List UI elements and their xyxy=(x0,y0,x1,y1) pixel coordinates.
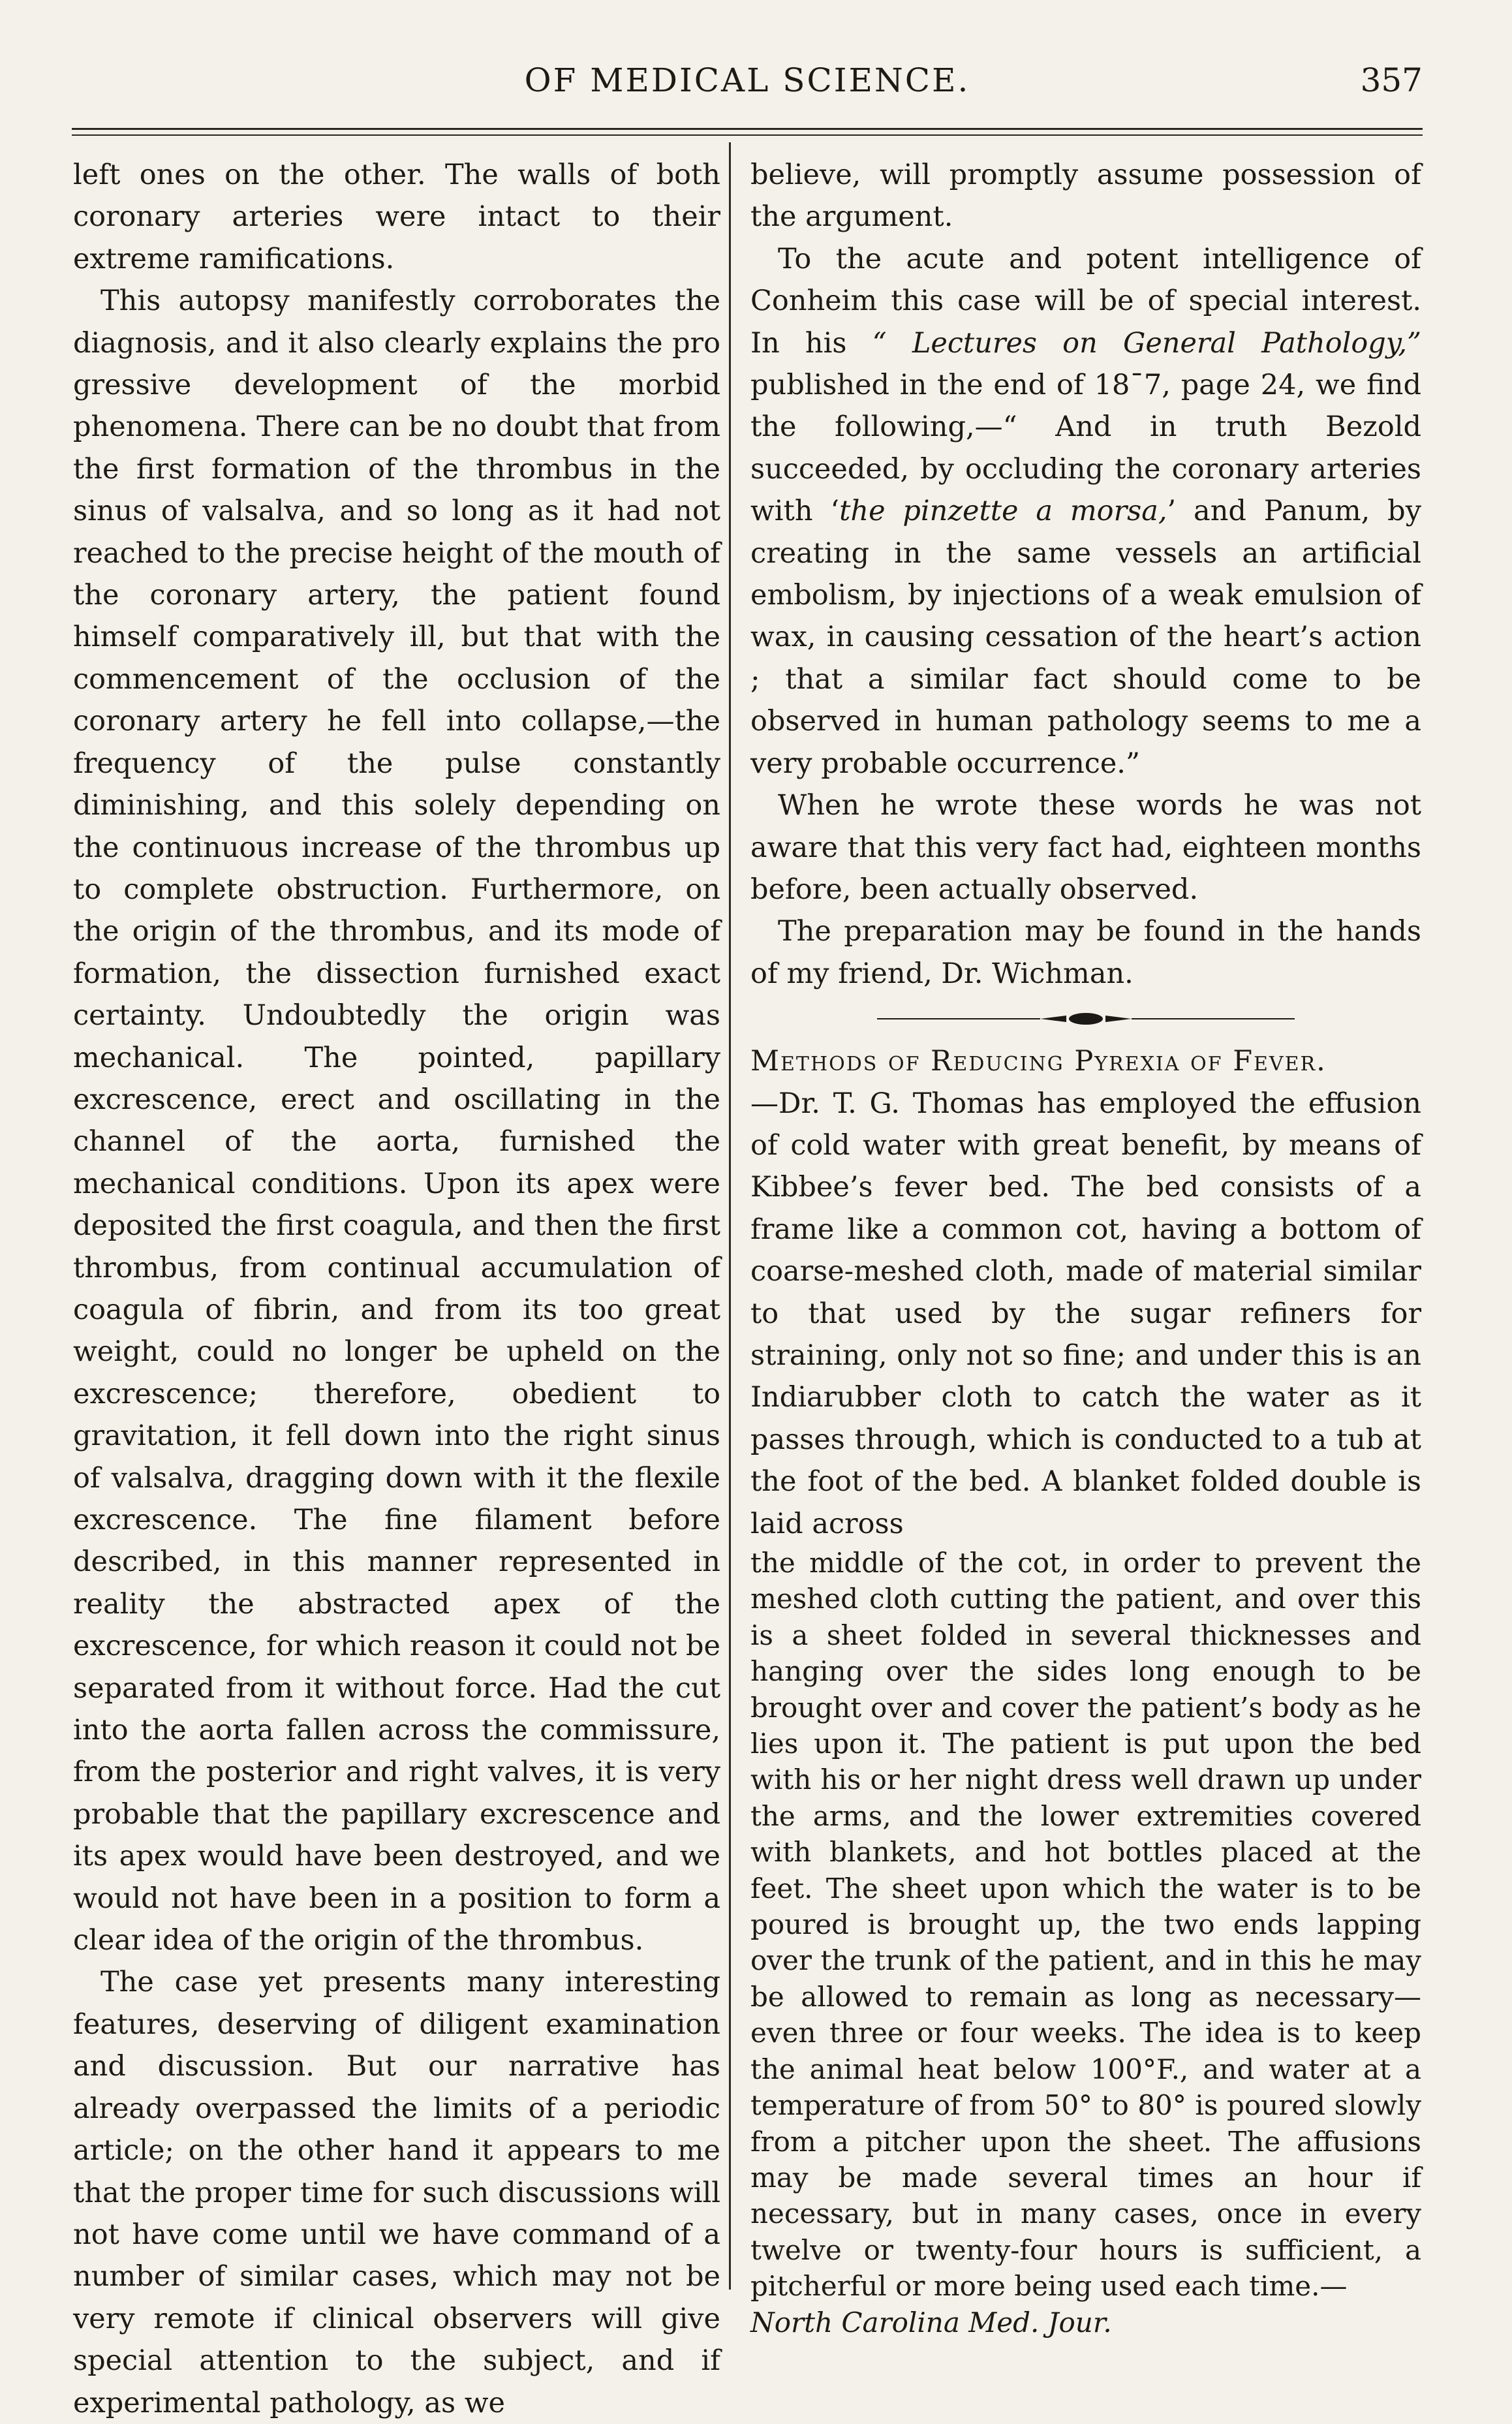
left-paragraph-1: left ones on the other. The walls of both coronary arteries were intact to their extreme ramifications. xyxy=(73,159,720,275)
p2-start: To the acute and potent intelligence of Conheim this case will be of special interest. In his xyxy=(750,242,1421,360)
section-body-a: —Dr. T. G. Thomas has employed the effusion of cold water with great benefit, by means of Kibbee’s fever bed. The bed consists of a frame like a common cot, having a bottom of coarse-meshed cloth, made of material similar to that used by the sugar refiners for straining, only not so fine; and under this is an Indiarubber cloth to catch the water as it passes through, which is conducted to a tub at the foot of the bed. A blanket folded double is laid across xyxy=(750,1087,1421,1540)
left-paragraph-2: This autopsy manifestly corroborates the diagnosis, and it also clearly explains the pro gressive development of the morbid phenomena. There can be no doubt that from the first formation of the thrombus in the sinus of valsalva, and so long as it had not reached to the precise height of the mouth of the coronary artery, the patient found himself comparatively ill, but that with the commencement of the occlusion of the coronary artery he fell into collapse,—the frequency of the pulse constantly diminishing, and this solely depending on the continuous increase of the thrombus up to complete obstruction. Furthermore, on the origin of the thrombus, and its mode of formation, the dissection furnished exact certainty. Undoubtedly the origin was mechanical. The pointed, papillary excrescence, erect and oscillating in the channel of the aorta, furnished the mechanical conditions. Upon its apex were deposited the first coagula, and then the first thrombus, from continual accumulation of coagula of fibrin, and from its too great weight, could no longer be upheld on the excrescence; therefore, obedient to gravitation, it fell down into the right sinus of valsalva, dragging down with it the flexile excrescence. The fine filament before described, in this manner represented in reality the abstracted apex of the excrescence, for which reason it could not be separated from it without force. Had the cut into the aorta fallen across the commissure, from the posterior and right valves, it is very probable that the papillary excrescence and its apex would have been destroyed, and we would not have been in a position to form a clear idea of the origin of the thrombus. xyxy=(73,285,720,1957)
right-paragraph-3: When he wrote these words he was not aware that this very fact had, eighteen months before, been actually observed. xyxy=(750,789,1421,906)
header-rule xyxy=(72,128,1423,130)
source-citation: North Carolina Med. Jour. xyxy=(750,2306,1112,2339)
right-paragraph-4: The preparation may be found in the hands of my friend, Dr. Wichman. xyxy=(750,915,1421,990)
p2-mid: published in the end of 18¯7, page 24, we find the following,—“ And in truth Bezold succeeded, by occluding the coronary arteries with ‘ xyxy=(750,369,1421,528)
left-column xyxy=(73,154,720,2424)
journal-title: OF MEDICAL SCIENCE. xyxy=(524,61,970,99)
lectures-title: “ Lectures on General Pathology,” xyxy=(872,326,1421,360)
right-paragraph-2 xyxy=(750,238,1421,785)
column-divider xyxy=(729,142,731,2290)
pinzette-quote: the pinzette a morsa, xyxy=(839,495,1167,528)
left-paragraph-3: The case yet presents many interesting features, deserving of diligent examination and discussion. But our narrative has already overpassed the limits of a periodic article; on the other hand it appears to me that the proper time for such discussions will not have come until we have command of a number of similar cases, which may not be very remote if clinical observers will give special attention to the subject, and if experimental pathology, as we xyxy=(73,1966,720,2419)
section-body-b-text: the middle of the cot, in order to prevent the meshed cloth cutting the patient, and over this is a sheet folded in several thicknesses and hanging over the sides long enough to be brought over and cover the patient’s body as he lies upon it. The patient is put upon the bed with his or her night dress well drawn up under the arms, and the lower extremities covered with blankets, and hot bottles placed at the feet. The sheet upon which the water is to be poured is brought up, the two ends lapping over the trunk of the patient, and in this he may be allowed to remain as long as necessary—even three or four weeks. The idea is to keep the animal heat below 100°F., and water at a temperature of from 50° to 80° is poured slowly from a pitcher upon the sheet. The affusions may be made several times an hour if necessary, but in many cases, once in every twelve or twenty-four hours is sufficient, a pitcherful or more being used each time.— xyxy=(750,1547,1421,2303)
section-title xyxy=(750,1040,1421,1082)
running-head xyxy=(72,57,1423,110)
section-title-text: Methods of Reducing Pyrexia of Fever. xyxy=(750,1045,1327,1078)
header-rule-secondary xyxy=(72,134,1423,136)
right-paragraph-1: believe, will promptly assume possession of the argument. xyxy=(750,159,1421,234)
decorative-rule-icon xyxy=(877,1009,1295,1029)
right-column xyxy=(750,154,1421,2340)
page-number: 357 xyxy=(1360,61,1423,99)
p2-end: ’ and Panum, by creating in the same vessels an artificial embolism, by injections of a weak emulsion of wax, in causing cessation of the heart’s action ; that a similar fact should come to be observed in human pathology seems to me a very probable occurrence.” xyxy=(750,495,1421,780)
section-body-b xyxy=(750,1545,1421,2340)
